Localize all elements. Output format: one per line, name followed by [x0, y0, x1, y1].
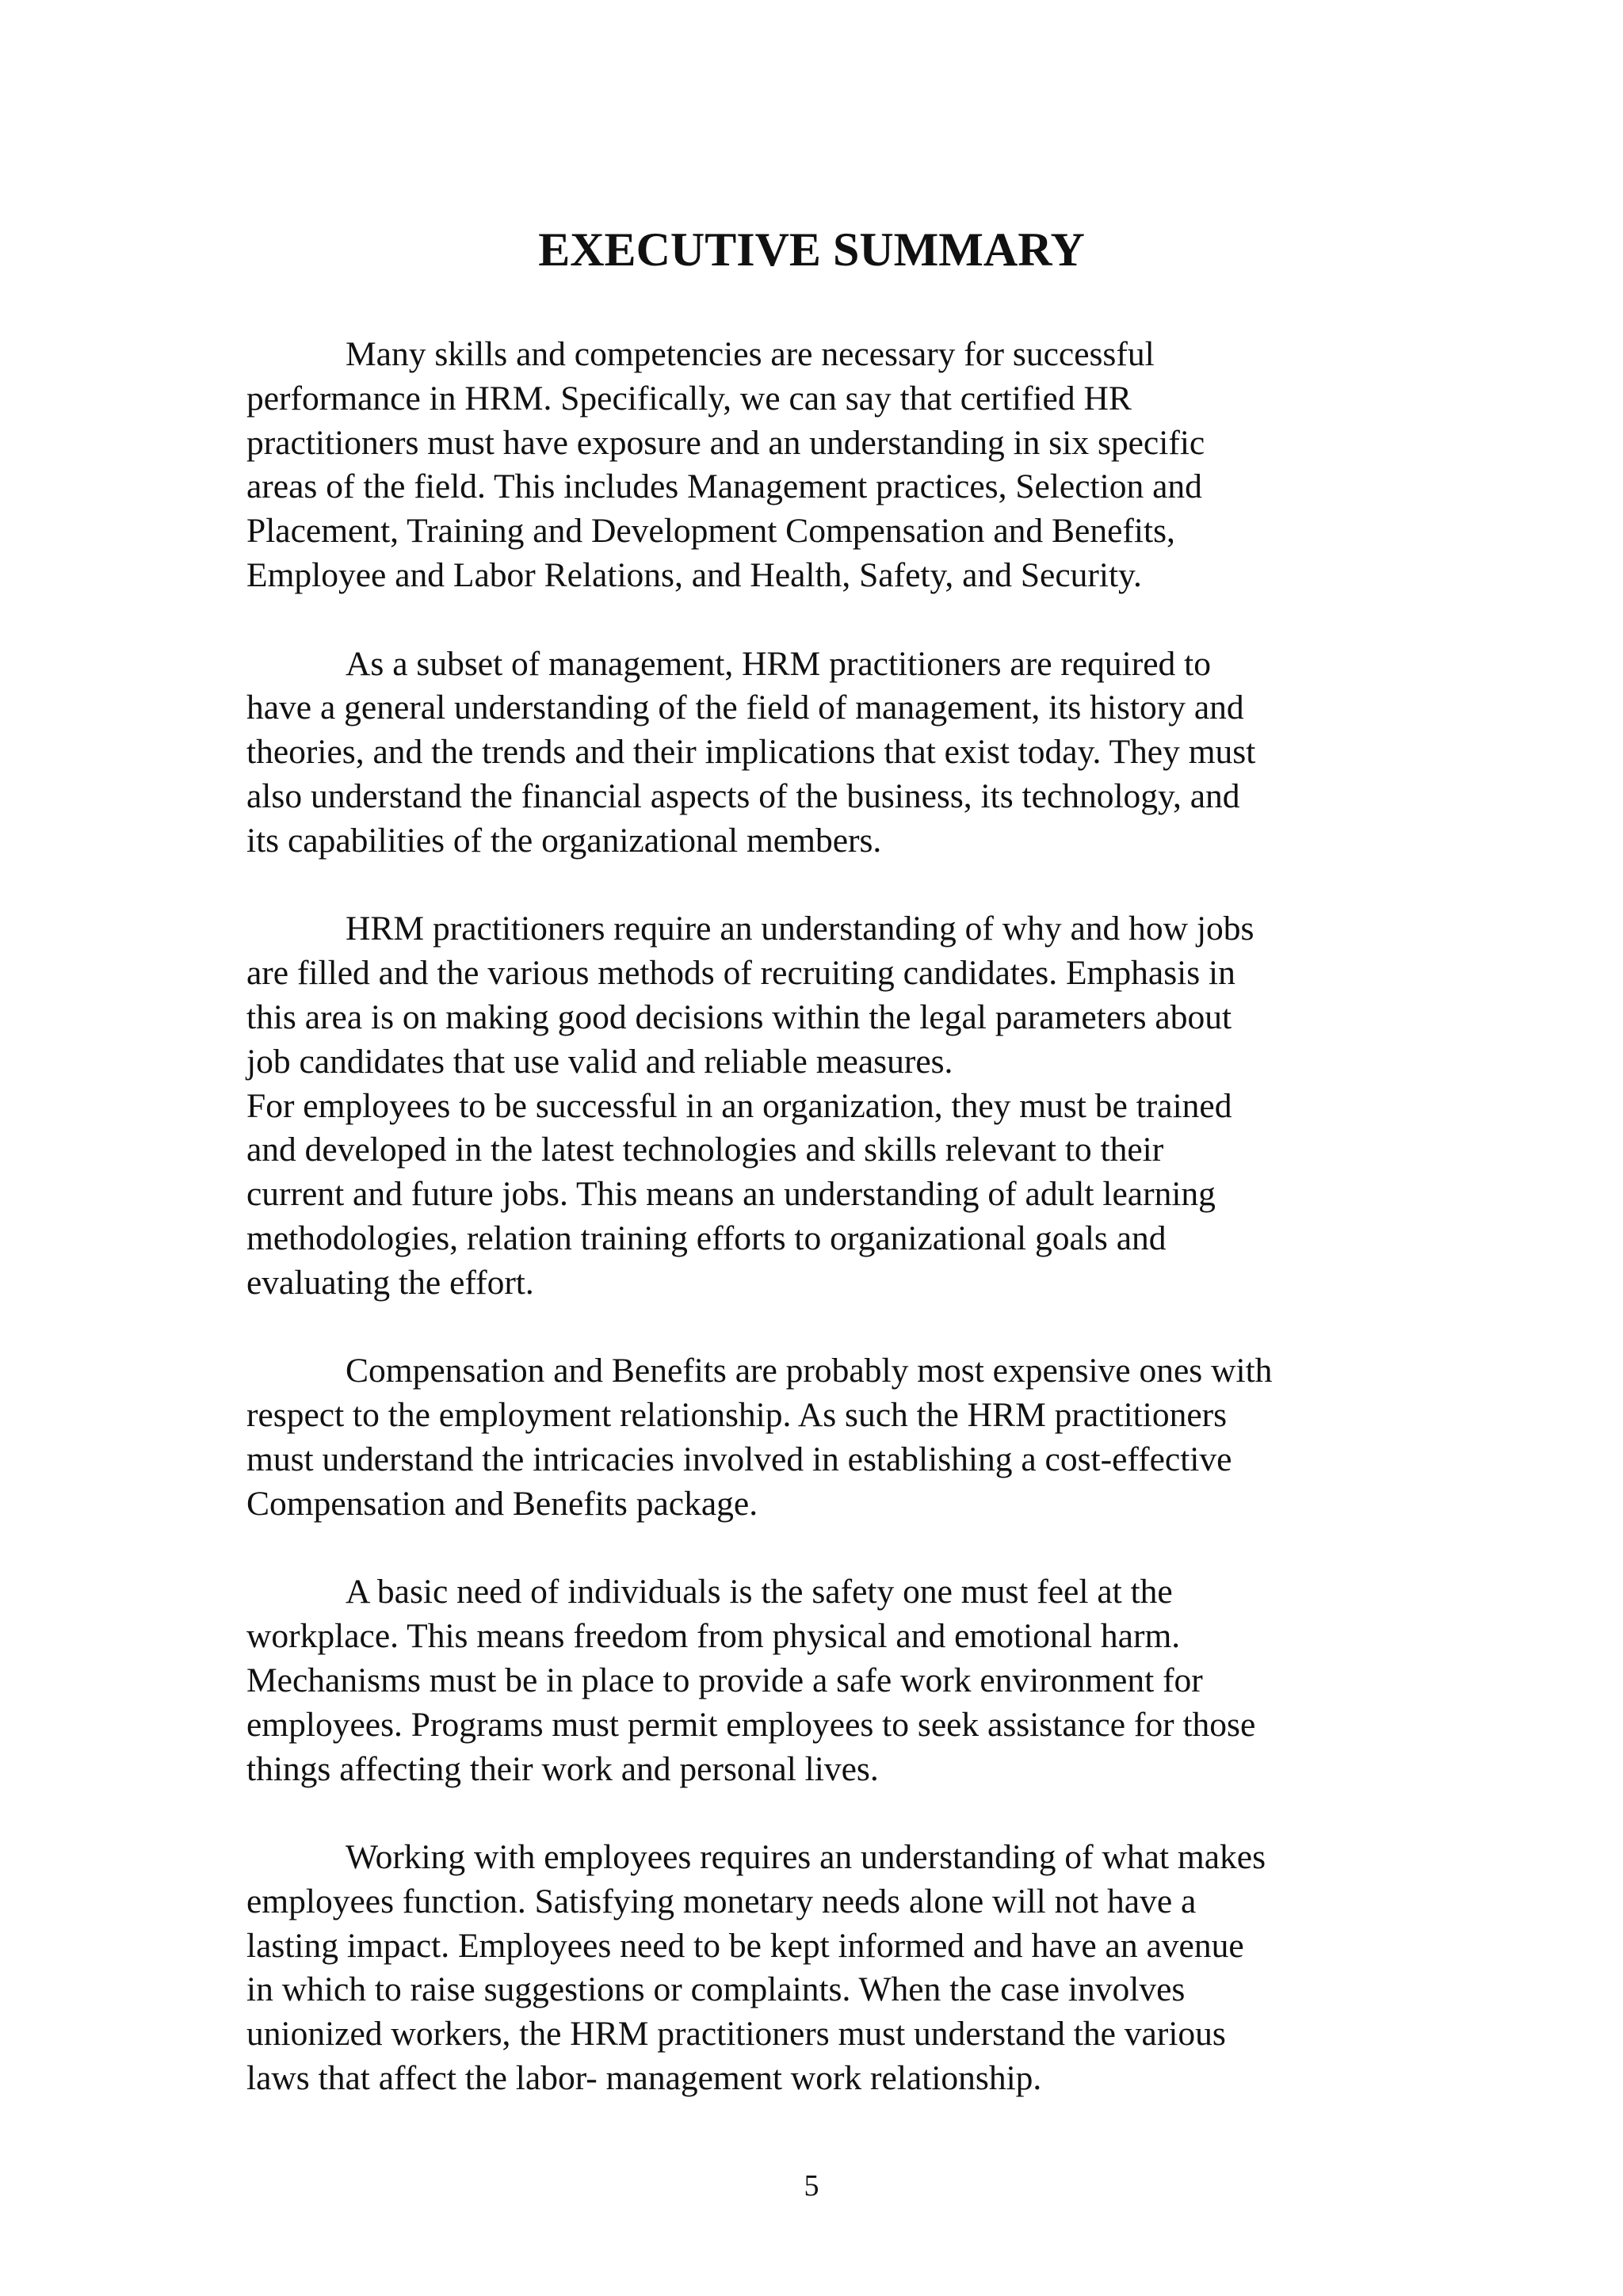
text-line: A basic need of individuals is the safety one must feel at the	[346, 1573, 1173, 1611]
text-line: For employees to be successful in an organization, they must be trained	[246, 1086, 1232, 1125]
text-line: its capabilities of the organizational members.	[246, 821, 882, 860]
paragraph-6	[246, 1836, 1388, 2101]
text-line: employees. Programs must permit employees to seek assistance for those	[246, 1705, 1256, 1744]
paragraph-gap	[246, 864, 1388, 908]
paragraph-5	[246, 1570, 1388, 1791]
text-line: theories, and the trends and their implications that exist today. They must	[246, 733, 1256, 772]
text-line: workplace. This means freedom from physical and emotional harm.	[246, 1617, 1181, 1656]
text-line: unionized workers, the HRM practitioners must understand the various	[246, 2015, 1226, 2054]
text-line: Working with employees requires an understanding of what makes	[346, 1838, 1266, 1877]
text-line: practitioners must have exposure and an understanding in six specific	[246, 423, 1205, 462]
paragraph-3	[246, 907, 1388, 1305]
text-line: respect to the employment relationship. As such the HRM practitioners	[246, 1396, 1228, 1435]
paragraph-1	[246, 333, 1388, 598]
paragraph-gap	[246, 1791, 1388, 1836]
document-body	[246, 333, 1388, 2101]
text-line: Compensation and Benefits package.	[246, 1484, 758, 1523]
text-line: current and future jobs. This means an understanding of adult learning	[246, 1175, 1216, 1214]
text-line: Mechanisms must be in place to provide a safe work environment for	[246, 1661, 1203, 1699]
text-line: evaluating the effort.	[246, 1263, 534, 1302]
paragraph-2	[246, 643, 1388, 864]
text-line: areas of the field. This includes Management practices, Selection and	[246, 467, 1202, 506]
text-line: also understand the financial aspects of the business, its technology, and	[246, 776, 1240, 815]
page-number: 5	[804, 2169, 819, 2203]
text-line: Many skills and competencies are necessary for successful	[346, 335, 1155, 373]
text-line: employees function. Satisfying monetary needs alone will not have a	[246, 1882, 1197, 1920]
text-line: Compensation and Benefits are probably most expensive ones with	[346, 1352, 1273, 1390]
text-line: are filled and the various methods of recruiting candidates. Emphasis in	[246, 954, 1235, 993]
text-line: lasting impact. Employees need to be kept informed and have an avenue	[246, 1926, 1244, 1965]
paragraph-gap	[246, 1306, 1388, 1350]
text-line: methodologies, relation training efforts to organizational goals and	[246, 1219, 1167, 1257]
text-line: As a subset of management, HRM practitioners are required to	[346, 644, 1212, 683]
paragraph-gap	[246, 598, 1388, 643]
text-line: Employee and Labor Relations, and Health, Safety, and Security.	[246, 555, 1142, 594]
text-line: laws that affect the labor- management work relationship.	[246, 2059, 1042, 2098]
paragraph-gap	[246, 1527, 1388, 1571]
text-line: things affecting their work and personal lives.	[246, 1749, 879, 1788]
text-line: performance in HRM. Specifically, we can say that certified HR	[246, 379, 1132, 418]
text-line: job candidates that use valid and reliable measures.	[246, 1042, 953, 1081]
text-line: and developed in the latest technologies and skills relevant to their	[246, 1131, 1164, 1169]
text-line: have a general understanding of the field of management, its history and	[246, 688, 1244, 727]
text-line: this area is on making good decisions within the legal parameters about	[246, 997, 1232, 1036]
text-line: must understand the intricacies involved in establishing a cost-effective	[246, 1440, 1232, 1478]
text-line: HRM practitioners require an understanding of why and how jobs	[346, 910, 1254, 948]
paragraph-4	[246, 1349, 1388, 1526]
text-line: in which to raise suggestions or complaints. When the case involves	[246, 1970, 1186, 2009]
text-line: Placement, Training and Development Compensation and Benefits,	[246, 512, 1175, 551]
page-title: EXECUTIVE SUMMARY	[538, 223, 1085, 276]
